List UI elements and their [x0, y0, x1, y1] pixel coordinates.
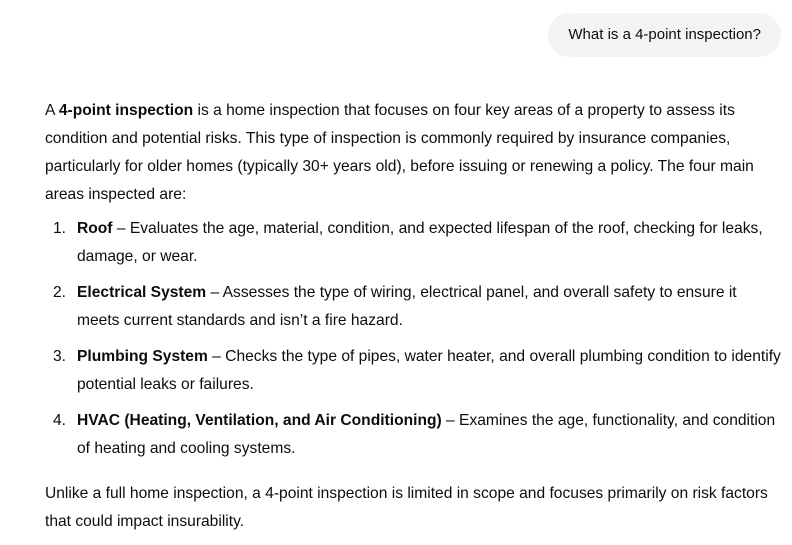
- user-message-row: [548, 13, 781, 57]
- intro-prefix: A: [45, 102, 59, 119]
- inspection-areas-list: [45, 215, 783, 463]
- list-item-text: – Examines the age, functionality, and condition of heating and cooling systems.: [77, 412, 776, 457]
- list-item-number: 3.: [53, 348, 67, 365]
- assistant-answer: [45, 97, 783, 536]
- list-item: [45, 215, 783, 271]
- intro-text: is a home inspection that focuses on four key areas of a property to assess its condition and potential risks. This type of inspection is commonly required by insurance companies, particularly for older homes (typically 30+ years old), before issuing or renewing a policy. The four main areas inspected are:: [45, 102, 754, 203]
- answer-closing: Unlike a full home inspection, a 4-point inspection is limited in scope and focuses primarily on risk factors that could impact insurability.: [45, 485, 768, 530]
- list-item-title: Electrical System: [77, 284, 207, 301]
- answer-intro: [45, 97, 783, 209]
- list-item-number: 2.: [53, 284, 67, 301]
- list-item: [45, 343, 783, 399]
- intro-term: 4-point inspection: [58, 102, 194, 119]
- list-item: [45, 279, 783, 335]
- list-item-number: 4.: [53, 412, 67, 429]
- list-item-title: HVAC (Heating, Ventilation, and Air Conditioning): [77, 412, 442, 429]
- list-item-text: – Assesses the type of wiring, electrical panel, and overall safety to ensure it meets current standards and isn’t a fire hazard.: [77, 284, 737, 329]
- list-item-text: – Evaluates the age, material, condition, and expected lifespan of the roof, checking for leaks, damage, or wear.: [77, 220, 763, 265]
- list-item-number: 1.: [53, 220, 67, 237]
- list-item-text: – Checks the type of pipes, water heater, and overall plumbing condition to identify potential leaks or failures.: [77, 348, 781, 393]
- list-item-title: Roof: [77, 220, 113, 237]
- list-item-title: Plumbing System: [77, 348, 208, 365]
- list-item: [45, 407, 783, 463]
- user-message-bubble: What is a 4-point inspection?: [548, 13, 781, 57]
